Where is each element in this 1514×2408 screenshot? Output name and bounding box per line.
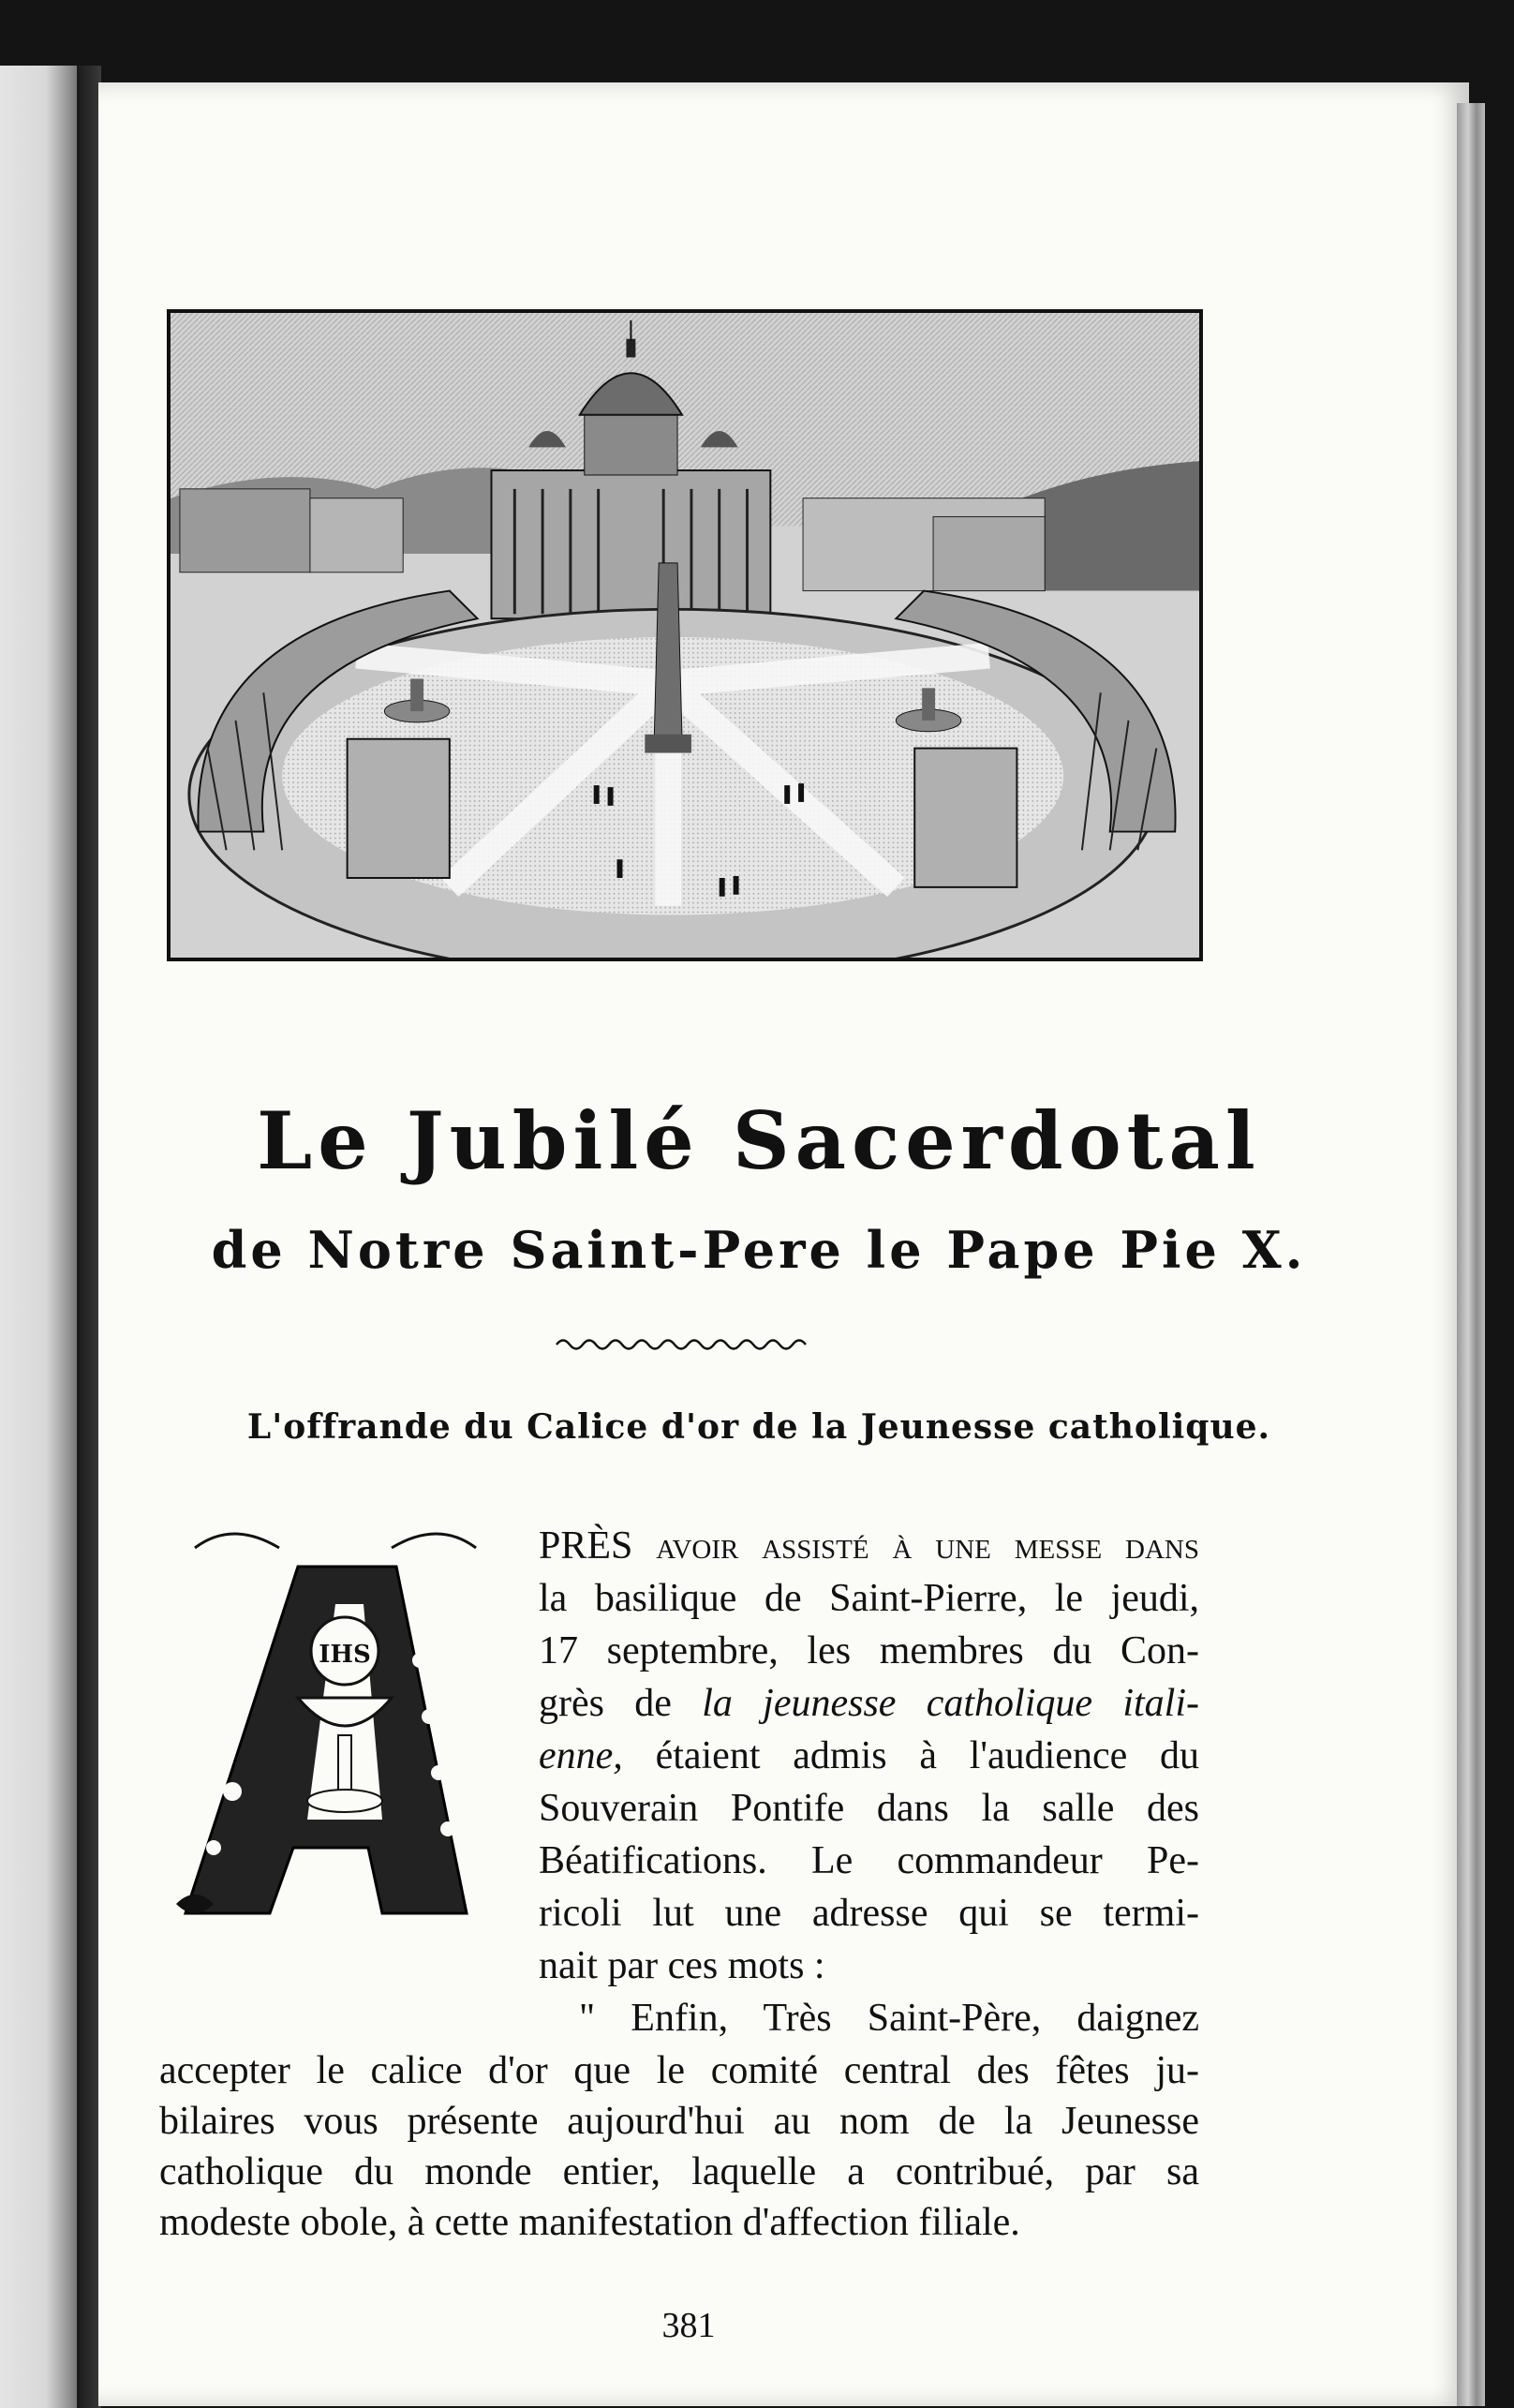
- page-number: 381: [661, 2306, 716, 2345]
- section-heading: L'offrande du Calice d'or de la Jeunesse catholique.: [246, 1407, 1271, 1447]
- right-page-edge: [1457, 103, 1485, 2406]
- page-title: Le Jubilé Sacerdotal: [257, 1094, 1261, 1187]
- body-line: la basilique de Saint-Pierre, le jeudi,: [539, 1577, 1199, 1620]
- illuminated-initial: [157, 1510, 512, 1947]
- body-line: modeste obole, à cette manifestation d'affection filiale.: [159, 2201, 1020, 2244]
- ihs-monogram: IHS: [319, 1641, 371, 1669]
- left-page-edge: [0, 66, 77, 2408]
- body-line: Béatifications. Le commandeur Pe-: [539, 1839, 1199, 1882]
- body-line: nait par ces mots :: [539, 1944, 825, 1987]
- page-subtitle: de Notre Saint-Pere le Pape Pie X.: [211, 1220, 1307, 1280]
- body-line: enne, étaient admis à l'audience du: [539, 1734, 1199, 1777]
- body-line: accepter le calice d'or que le comité central des fêtes ju-: [159, 2049, 1199, 2092]
- body-line: bilaires vous présente aujourd'hui au nom de la Jeunesse: [159, 2100, 1199, 2143]
- body-line: ricoli lut une adresse qui se termi-: [539, 1892, 1199, 1935]
- body-line: Souverain Pontife dans la salle des: [539, 1787, 1199, 1830]
- body-line: 17 septembre, les membres du Con-: [539, 1629, 1199, 1672]
- body-line: " Enfin, Très Saint-Père, daignez: [579, 1997, 1199, 2040]
- body-line: grès de la jeunesse catholique itali-: [539, 1682, 1199, 1725]
- st-peters-square-engraving: [167, 309, 1203, 961]
- ornamental-rule: [555, 1334, 817, 1355]
- body-line: catholique du monde entier, laquelle a contribué, par sa: [159, 2150, 1199, 2193]
- body-line: PRÈS avoir assisté à une messe dans: [539, 1524, 1199, 1568]
